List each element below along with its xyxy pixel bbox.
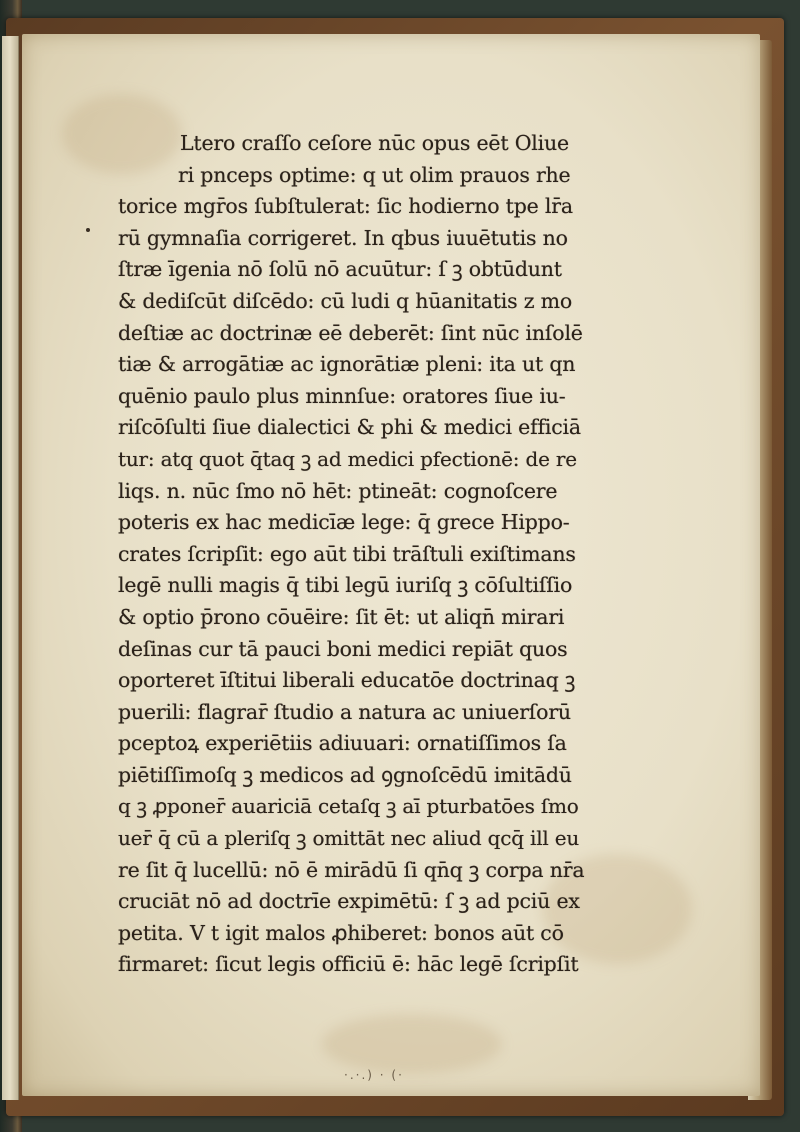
text-line-9: quēnio paulo plus minnſue: oratores ſiue iu- — [118, 383, 566, 408]
text-line-5: ſtræ īgenia nō ſolū nō acuūtur: ſ ꝫ obtūdunt — [118, 257, 562, 282]
paper-stain — [322, 1014, 502, 1074]
incunable-text-block — [118, 128, 585, 981]
text-line-25: cruciāt nō ad doctrīe expimētū: ſ ꝫ ad pciū ex — [118, 889, 580, 914]
text-line-13: poteris ex hac medicīæ lege: q̄ grece Hippo- — [118, 510, 570, 535]
text-line-6: & dediſcūt diſcēdo: cū ludi q hūanitatis z mo — [118, 288, 573, 313]
text-line-11: tur: atq quot q̄taq ꝫ ad medici pfectionē: de re — [118, 446, 577, 471]
text-line-19: puerili: flagrar̄ ſtudio a natura ac uniuerſorū — [118, 699, 571, 724]
text-line-18: oporteret īſtitui liberali educatōe doctrinaq ꝫ — [118, 668, 576, 693]
margin-mark — [86, 228, 90, 232]
text-line-27: firmaret: ſicut legis officiū ē: hāc legē ſcripſit — [118, 952, 579, 977]
text-line-1: Ltero craſſo ceſore nūc opus eēt Oliue — [180, 131, 569, 155]
text-line-20: pceptoꝝ experiētiis adiuuari: ornatiſſimos ſa — [118, 731, 567, 756]
text-line-8: tiæ & arrogātiæ ac ignorātiæ pleni: ita ut qn — [118, 352, 576, 377]
text-line-23: uer̄ q̄ cū a pleriſq ꝫ omittāt nec aliud qcq̄ ill eu — [118, 826, 580, 851]
text-line-4: rū gymnaſia corrigeret. In qbus iuuētutis no — [118, 225, 568, 250]
text-line-26: petita. V t igit malos ꝓhiberet: bonos aūt cō — [118, 920, 564, 945]
text-line-14: crates ſcripſit: ego aūt tibi trāſtuli exiſtimans — [118, 541, 576, 566]
text-line-3: torice mgr̄os ſubſtulerat: ſic hodierno tpe lr̄a — [118, 194, 573, 219]
text-line-7: deſtiæ ac doctrinæ eē deberēt: ſint nūc inſolē — [118, 320, 583, 345]
text-line-10: riſcōſulti ſiue dialectici & phi & medici efficiā — [118, 415, 581, 440]
bottom-margin-marks: ·.·.) · (· — [344, 1068, 404, 1082]
text-line-12: liqs. n. nūc ſmo nō hēt: ptineāt: cognoſcere — [118, 478, 558, 503]
text-line-2: ri pnceps optime: q ut olim prauos rhe — [178, 162, 571, 187]
text-line-15: legē nulli magis q̄ tibi legū iuriſq ꝫ cōſultiſſio — [118, 573, 573, 598]
left-page-edge — [2, 36, 19, 1100]
text-line-24: re ſit q̄ lucellū: nō ē mirādū ſi qn̄q ꝫ corpa nr̄a — [118, 857, 585, 882]
text-line-16: & optio p̄rono cōuēire: ſit ēt: ut aliqn̄ mirari — [118, 604, 565, 629]
text-line-17: deſinas cur tā pauci boni medici repiāt quos — [118, 636, 568, 661]
text-line-22: q ꝫ ꝓponer̄ auariciā cetaſq ꝫ aī pturbatōes ſmo — [118, 794, 579, 819]
text-line-21: piētiſſimoſq ꝫ medicos ad ꝯgnoſcēdū imitādū — [118, 762, 572, 787]
